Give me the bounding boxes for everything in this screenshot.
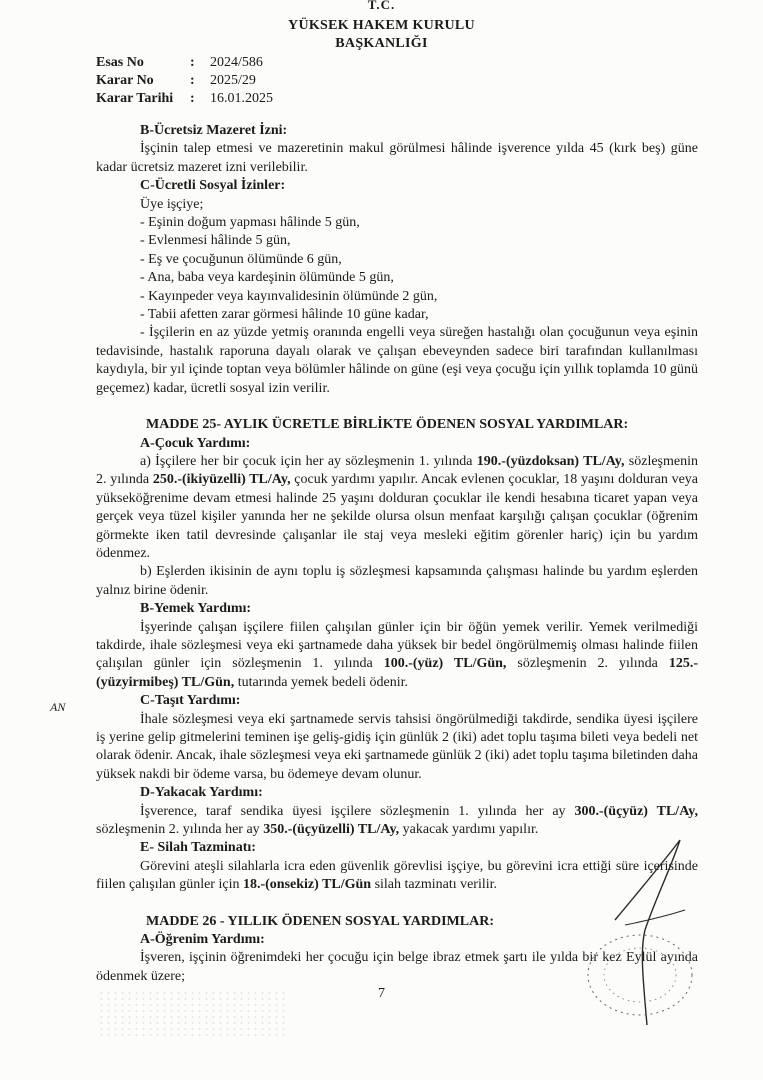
list-item: - Kayınpeder veya kayınvalidesinin ölümünde 2 gün,: [140, 288, 438, 304]
section-title: B-Yemek Yardımı:: [140, 601, 252, 617]
paragraph: İşçinin talep etmesi ve mazeretinin makul görülmesi hâlinde işverence yılda 45 (kırk beş) güne kadar ücretsiz mazeret izni verilebilir.: [96, 141, 698, 175]
section-title: A-Çocuk Yardımı:: [140, 435, 251, 451]
header-institution: YÜKSEK HAKEM KURULU: [288, 18, 475, 33]
stamp-seal-icon: [580, 930, 700, 1020]
meta-value: 2024/586: [210, 55, 263, 70]
section-title: C-Taşıt Yardımı:: [140, 693, 241, 709]
article-title: MADDE 26 - YILLIK ÖDENEN SOSYAL YARDIMLAR:: [146, 913, 494, 929]
paragraph: Görevini ateşli silahlarla icra eden güvenlik görevlisi işçiye, bu görevini icra ettiği süre içerisinde fiilen çalışılan günler için 18.-(onsekiz) TL/Gün silah tazminatı verilir.: [96, 858, 698, 893]
paragraph: İşverence, taraf sendika üyesi işçilere sözleşmenin 1. yılında her ay 300.-(üçyüz) TL/Ay, sözleşmenin 2. yılında her ay 350.-(üçyüzelli) TL/Ay, yakacak yardımı yapılır.: [96, 803, 698, 838]
article-title: MADDE 25- AYLIK ÜCRETLE BİRLİKTE ÖDENEN SOSYAL YARDIMLAR:: [146, 417, 629, 433]
meta-karar-no: Karar No : 2025/29: [96, 73, 256, 88]
meta-value: 2025/29: [210, 73, 256, 88]
list-item: - Tabii afetten zarar görmesi hâlinde 10 güne kadar,: [140, 307, 429, 323]
paragraph: a) İşçilere her bir çocuk için her ay sözleşmenin 1. yılında 190.-(yüzdoksan) TL/Ay, sözleşmenin 2. yılında 250.-(ikiyüzelli) TL/Ay, çocuk yardımı yapılır. Ancak evlenen çocuklar, 18 yaşını dolduran veya yükseköğrenime devam etmesi halinde 25 yaşını dolduran çocuklar ile kendi hesabına ticaret yapan veya gerçek veya tüzel kişiler yanında her ne şekilde olursa olsun menfaat karşılığı çalışan çocuklar (öğrenim görmekte iken tatil devresinde çalışanlar ile staj veya mesleki eğitim görenler hariç) için bu yardım ödenmez.: [96, 453, 699, 561]
header-tc: T.C.: [367, 0, 396, 10]
meta-value: 16.01.2025: [210, 91, 273, 106]
list-item: - Ana, baba veya kardeşinin ölümünde 5 gün,: [140, 270, 394, 286]
meta-karar-tarihi: Karar Tarihi : 16.01.2025: [96, 91, 273, 106]
meta-label: Karar No: [96, 73, 154, 88]
section-title: A-Öğrenim Yardımı:: [140, 932, 265, 948]
paragraph: İhale sözleşmesi veya eki şartnamede servis tahsisi öngörülmediği takdirde, sendika üyesi işçilere iş yerine gelip gitmelerini teminen işe geliş-gidiş için günlük 2 (iki) adet toplu taşıma bileti veya bedeli net olarak ödenir. Ancak, ihale sözleşmesi veya eki şartnamede günlük 2 (iki) adet toplu taşıma biletinden daha yüksek nakdi bir ödeme varsa, bu ödemeye devam olunur.: [96, 711, 698, 782]
header-department: BAŞKANLIĞI: [335, 36, 428, 51]
paragraph: İşveren, işçinin öğrenimdeki her çocuğu için belge ibraz etmek şartı ile yılda bir kez Eylül ayında ödenmek üzere;: [96, 950, 698, 984]
section-title: D-Yakacak Yardımı:: [140, 785, 263, 801]
paragraph: İşyerinde çalışan işçilere fiilen çalışılan günler için bir öğün yemek verilir. Yemek verilmediği takdirde, ihale sözleşmesi veya eki şartnamede daha yüksek bir bedel öngörülmemiş olması halinde fiilen çalışılan günler için sözleşmenin 1. yılında 100.-(yüz) TL/Gün, sözleşmenin 2. yılında 125.-(yüzyirmibeş) TL/Gün, tutarında yemek bedeli ödenir.: [96, 619, 699, 690]
section-title: C-Ücretli Sosyal İzinler:: [140, 178, 286, 194]
section-title: E- Silah Tazminatı:: [140, 840, 256, 856]
paragraph: Üye işçiye;: [140, 196, 204, 212]
meta-esas-no: Esas No : 2024/586: [96, 55, 263, 70]
page-number: 7: [378, 986, 385, 1001]
list-item: - İşçilerin en az yüzde yetmiş oranında engelli veya süreğen hastalığı olan çocuğunun veya eşinin tedavisinde, hastalık raporuna dayalı olarak ve çalışan ebeveynden sadece biri tarafından kullanılması kaydıyla, bir yıl içinde toptan veya bölümler hâlinde on güne (eşi veya çocuğu için yıllık toplamda 10 günü geçemez) kadar, ücretli sosyal izin verilir.: [96, 325, 698, 396]
handwritten-initials: AN: [50, 700, 66, 714]
list-item: - Evlenmesi hâlinde 5 gün,: [140, 233, 291, 249]
list-item: - Eş ve çocuğunun ölümünde 6 gün,: [140, 251, 342, 267]
list-item: - Eşinin doğum yapması hâlinde 5 gün,: [140, 215, 360, 231]
meta-label: Karar Tarihi: [96, 91, 174, 106]
section-title: B-Ücretsiz Mazeret İzni:: [140, 123, 288, 138]
meta-label: Esas No: [96, 55, 144, 70]
paragraph: b) Eşlerden ikisinin de aynı toplu iş sözleşmesi kapsamında çalışması halinde bu yardım eşlerden yalnız birine ödenir.: [96, 564, 698, 598]
